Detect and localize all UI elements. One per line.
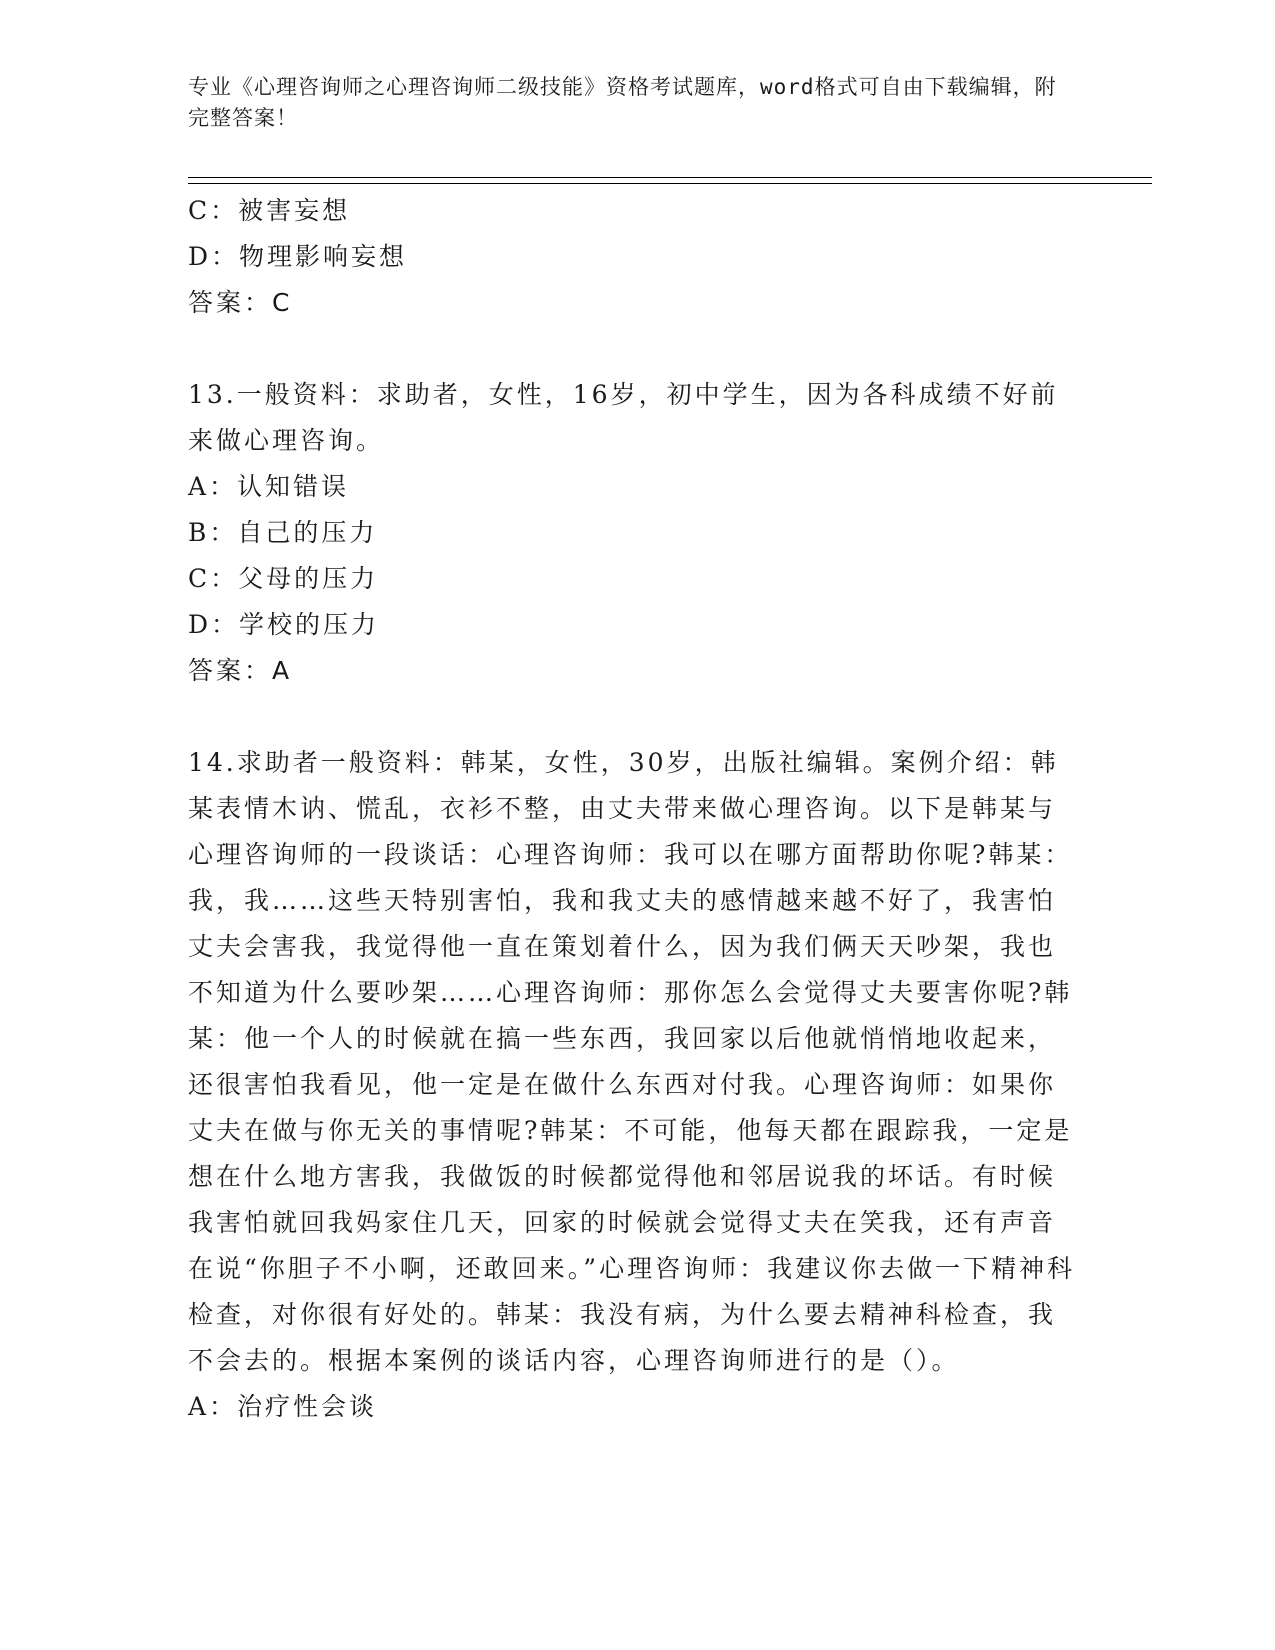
answer: 答案：C — [188, 288, 293, 317]
option-d: D：物理影响妄想 — [188, 242, 408, 271]
header-divider-top — [188, 177, 1152, 178]
question-13-answer: 答案：A — [188, 656, 293, 685]
header-divider-bottom — [188, 183, 1152, 184]
option-c: C：被害妄想 — [188, 196, 351, 225]
page-header: 专业《心理咨询师之心理咨询师二级技能》资格考试题库，word格式可自由下载编辑，附完整答案！ — [188, 75, 1057, 130]
question-13-option-b: B：自己的压力 — [188, 518, 378, 547]
question-13-option-d: D：学校的压力 — [188, 610, 380, 639]
question-13-option-a: A：认知错误 — [188, 472, 350, 501]
question-14-option-a: A：治疗性会谈 — [188, 1392, 378, 1421]
question-14-stem: 14.求助者一般资料：韩某，女性，30岁，出版社编辑。案例介绍：韩某表情木讷、慌乱，衣衫不整，由丈夫带来做心理咨询。以下是韩某与心理咨询师的一段谈话：心理咨询师：我可以在哪方面帮助你呢?韩某：我，我……这些天特别害怕，我和我丈夫的感情越来越不好了，我害怕丈夫会害我，我觉得他一直在策划着什么，因为我们俩天天吵架，我也不知道为什么要吵架……心理咨询师：那你怎么会觉得丈夫要害你呢?韩某：他一个人的时候就在搞一些东西，我回家以后他就悄悄地收起来，还很害怕我看见，他一定是在做什么东西对付我。心理咨询师：如果你丈夫在做与你无关的事情呢?韩某：不可能，他每天都在跟踪我，一定是想在什么地方害我，我做饭的时候都觉得他和邻居说我的坏话。有时候我害怕就回我妈家住几天，回家的时候就会觉得丈夫在笑我，还有声音在说“你胆子不小啊，还敢回来。”心理咨询师：我建议你去做一下精神科检查，对你很有好处的。韩某：我没有病，为什么要去精神科检查，我不会去的。根据本案例的谈话内容，心理咨询师进行的是（）。 — [188, 748, 1076, 1375]
spacer — [188, 326, 1088, 372]
question-13-option-c: C：父母的压力 — [188, 564, 379, 593]
spacer — [188, 694, 1088, 740]
question-13-stem: 13.一般资料：求助者，女性，16岁，初中学生，因为各科成绩不好前来做心理咨询。 — [188, 380, 1059, 455]
question-content — [188, 188, 1088, 1430]
